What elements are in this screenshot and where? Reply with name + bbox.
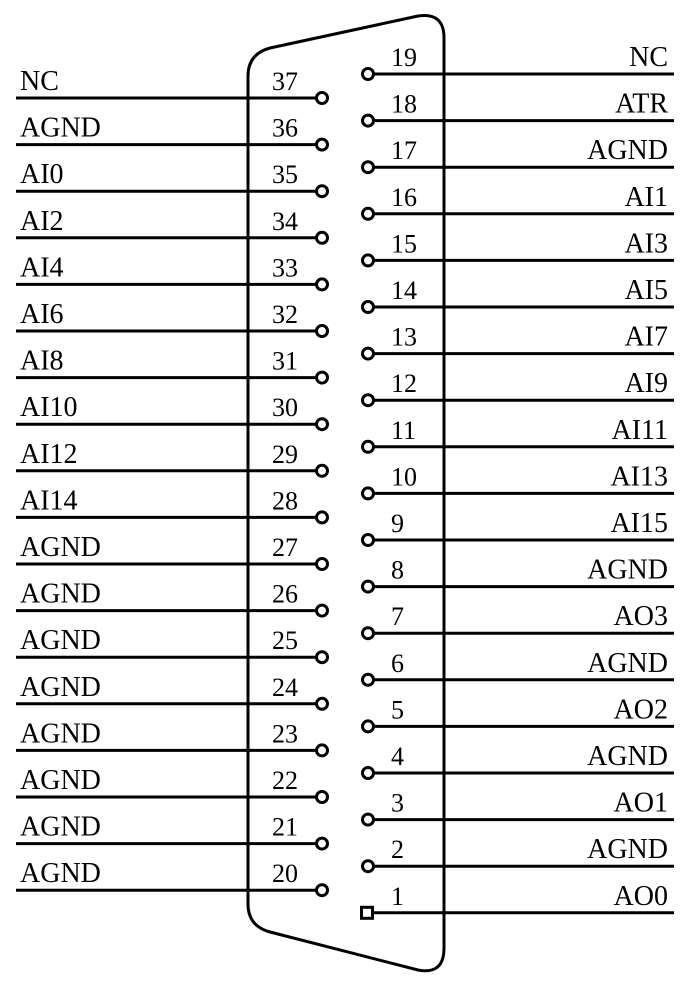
- pin-26-contact: [317, 605, 328, 616]
- left-pin-row: [16, 66, 328, 896]
- pin-1-label: AO0: [613, 880, 668, 912]
- pin-35-number: 35: [272, 160, 298, 190]
- pin-29-contact: [317, 465, 328, 476]
- pin-18-number: 18: [391, 89, 417, 119]
- pin-34-number: 34: [272, 206, 298, 236]
- pin-9-contact: [363, 535, 374, 546]
- pin-15-number: 15: [391, 229, 417, 259]
- pin-2-contact: [363, 861, 374, 872]
- pin-33-number: 33: [272, 253, 298, 283]
- pin-17-contact: [363, 162, 374, 173]
- pin-3-contact: [363, 814, 374, 825]
- pin-2-label: AGND: [587, 834, 668, 866]
- pin-14-label: AI5: [624, 275, 668, 306]
- pin-5-number: 5: [391, 695, 404, 725]
- pin-21-number: 21: [272, 812, 298, 842]
- pin-36-label: AGND: [20, 112, 101, 144]
- pin-34-contact: [317, 232, 328, 243]
- pin-26-label: AGND: [20, 578, 101, 610]
- pin-6-label: AGND: [587, 647, 668, 679]
- pin-1-number: 1: [391, 881, 404, 911]
- pin-4-label: AGND: [587, 741, 668, 772]
- pin-23-number: 23: [272, 719, 298, 749]
- pin-22-contact: [317, 792, 328, 803]
- pin-27-label: AGND: [20, 532, 101, 563]
- pin-30-number: 30: [272, 393, 298, 423]
- pin-16-number: 16: [391, 182, 417, 212]
- pin-29-label: AI12: [20, 438, 78, 470]
- pin-13-number: 13: [391, 322, 417, 352]
- pin-20-label: AGND: [20, 858, 101, 890]
- pin-35-contact: [317, 186, 328, 197]
- pin-12-label: AI9: [624, 368, 668, 400]
- pin-10-contact: [363, 488, 374, 499]
- pin-31-number: 31: [272, 346, 298, 376]
- pin-7-contact: [363, 628, 374, 639]
- right-pin-row: [362, 42, 675, 918]
- pin-24-contact: [317, 698, 328, 709]
- pin-33-contact: [317, 279, 328, 290]
- pin-24-number: 24: [272, 672, 298, 702]
- pin-14-contact: [363, 302, 374, 313]
- pin-6-contact: [363, 674, 374, 685]
- pin-21-label: AGND: [20, 811, 101, 843]
- pin-16-label: AI1: [624, 181, 668, 213]
- pin-13-contact: [363, 348, 374, 359]
- pin-10-label: AI13: [610, 461, 668, 493]
- pin-31-contact: [317, 372, 328, 383]
- pin-26-number: 26: [272, 579, 298, 609]
- pin-32-contact: [317, 326, 328, 337]
- pin-3-label: AO1: [613, 787, 668, 819]
- pin-19-label: NC: [629, 42, 668, 73]
- pin-11-label: AI11: [611, 414, 668, 446]
- pin-15-contact: [363, 255, 374, 266]
- pin-17-label: AGND: [587, 135, 668, 167]
- pin-19-number: 19: [391, 43, 417, 72]
- pin-37-contact: [317, 93, 328, 104]
- pin-5-label: AO2: [613, 694, 668, 726]
- pin-30-contact: [317, 419, 328, 430]
- pin-11-contact: [363, 441, 374, 452]
- pin-13-label: AI7: [624, 321, 668, 353]
- pin-33-label: AI4: [20, 252, 64, 284]
- pin-21-contact: [317, 838, 328, 849]
- pin-4-contact: [363, 768, 374, 779]
- pin-20-contact: [317, 885, 328, 896]
- pin-12-number: 12: [391, 369, 417, 399]
- pin-37-number: 37: [272, 67, 298, 96]
- pin-30-label: AI10: [20, 392, 78, 424]
- pin-10-number: 10: [391, 462, 417, 492]
- pin-7-number: 7: [391, 602, 404, 632]
- pin-9-number: 9: [391, 509, 404, 538]
- pin-27-contact: [317, 559, 328, 570]
- pin-1-square-contact: [362, 907, 373, 918]
- pin-11-number: 11: [391, 415, 417, 445]
- pin-18-contact: [363, 115, 374, 126]
- pin-25-label: AGND: [20, 625, 101, 657]
- pin-23-contact: [317, 745, 328, 756]
- pin-19-contact: [363, 69, 374, 80]
- pin-3-number: 3: [391, 788, 404, 818]
- pin-34-label: AI2: [20, 205, 64, 237]
- pin-25-number: 25: [272, 626, 298, 656]
- pin-6-number: 6: [391, 648, 404, 678]
- pin-16-contact: [363, 208, 374, 219]
- pin-32-label: AI6: [20, 299, 64, 330]
- pin-22-label: AGND: [20, 765, 101, 796]
- pin-18-label: ATR: [615, 88, 668, 120]
- pin-28-number: 28: [272, 486, 298, 516]
- pin-8-label: AGND: [587, 554, 668, 586]
- pin-31-label: AI8: [20, 345, 64, 377]
- pin-12-contact: [363, 395, 374, 406]
- pin-20-number: 20: [272, 859, 298, 889]
- pin-22-number: 22: [272, 766, 298, 795]
- pin-14-number: 14: [391, 276, 417, 305]
- pin-15-label: AI3: [624, 228, 668, 260]
- pin-17-number: 17: [391, 136, 417, 166]
- pin-27-number: 27: [272, 533, 298, 562]
- pin-4-number: 4: [391, 742, 404, 771]
- pin-32-number: 32: [272, 300, 298, 329]
- pin-29-number: 29: [272, 439, 298, 469]
- pin-2-number: 2: [391, 835, 404, 865]
- pin-23-label: AGND: [20, 718, 101, 750]
- pin-36-contact: [317, 139, 328, 150]
- pin-7-label: AO3: [613, 601, 668, 633]
- pin-36-number: 36: [272, 113, 298, 143]
- pin-8-number: 8: [391, 555, 404, 585]
- pin-9-label: AI15: [610, 508, 668, 539]
- pin-5-contact: [363, 721, 374, 732]
- pin-24-label: AGND: [20, 671, 101, 703]
- pin-25-contact: [317, 652, 328, 663]
- pin-8-contact: [363, 581, 374, 592]
- pin-28-contact: [317, 512, 328, 523]
- pin-37-label: NC: [20, 66, 59, 97]
- pin-28-label: AI14: [20, 485, 78, 517]
- pin-35-label: AI0: [20, 159, 64, 191]
